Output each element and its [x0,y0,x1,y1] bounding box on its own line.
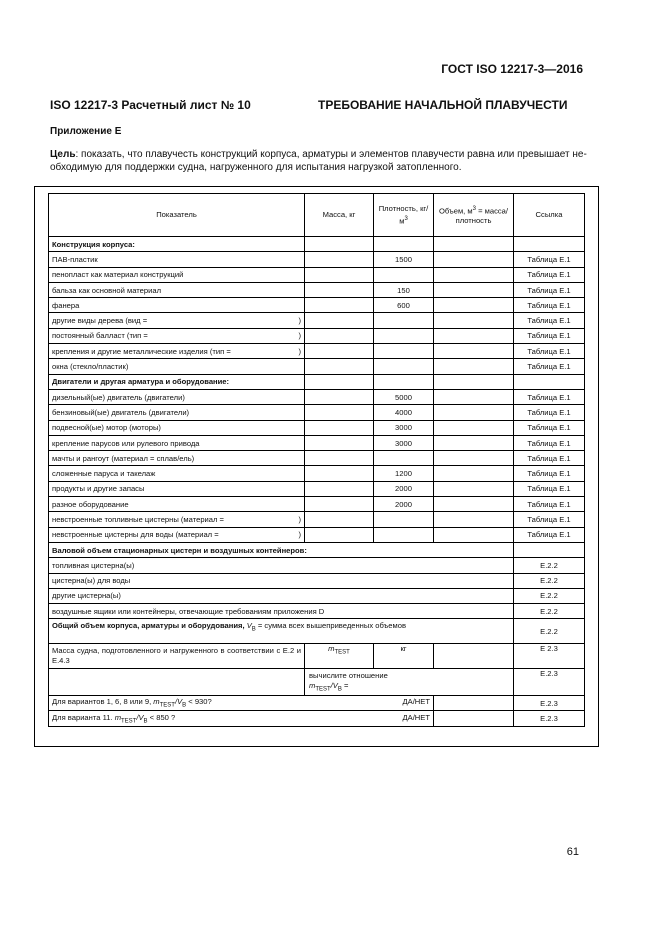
col-volume: Объем, $м^3$ = масса/плотность [434,194,514,237]
row-label: другие виды дерева (вид = ) [49,313,305,328]
row-density [374,451,434,466]
goal-paragraph [50,148,590,174]
row-density: 2000 [374,497,434,512]
ratio-ref: Е.2.3 [514,669,585,696]
check1-answer: ДА/НЕТ [402,697,430,707]
row-density [374,313,434,328]
table-row [49,313,585,328]
row-label: разное оборудование [49,497,305,512]
row-ref: Таблица Е.1 [514,451,585,466]
row-density [374,267,434,282]
row-label: продукты и другие запасы [49,481,305,496]
table-row [49,527,585,542]
row-label: окна (стекло/пластик) [49,359,305,374]
section-equipment-row [49,374,585,389]
row-density: 3000 [374,420,434,435]
row-density: 150 [374,282,434,297]
page-title: ТРЕБОВАНИЕ НАЧАЛЬНОЙ ПЛАВУЧЕСТИ [318,98,568,112]
col-indicator: Показатель [49,194,305,237]
row-ref: Таблица Е.1 [514,252,585,267]
row-density [374,527,434,542]
section-hull-label: Конструкция корпуса: [49,237,305,252]
row-ref: Е.2.2 [514,604,585,619]
row-ref: Таблица Е.1 [514,435,585,450]
row-density [374,328,434,343]
row-density: 4000 [374,405,434,420]
row-ref: Таблица Е.1 [514,481,585,496]
row-density: 5000 [374,389,434,404]
ratio-row [49,669,585,696]
col-density: Плотность, $кг/м^3$ [374,194,434,237]
table-row [49,344,585,359]
goal-line1: : показать, что плавучесть конструкций корпуса, арматуры и элементов плавучести равна или превышает не- [75,149,587,160]
row-ref: Таблица Е.1 [514,313,585,328]
ratio-label: вычислите отношение $m_{TEST}/V_B$ = [305,669,514,696]
row-label: другие цистерна(ы) [49,588,514,603]
row-ref: Таблица Е.1 [514,389,585,404]
total-volume-ref: Е.2.2 [514,619,585,644]
goal-label: Цель [50,149,76,160]
row-ref: Е.2.2 [514,558,585,573]
check2-label: Для варианта 11. $m_{TEST}/V_B < 850$ ? ДА/НЕТ [49,711,434,726]
row-label: подвесной(ые) мотор (моторы) [49,420,305,435]
section-tanks-label: Валовой объем стационарных цистерн и воздушных контейнеров: [49,542,514,557]
col-ref: Ссылка [514,194,585,237]
mass-row [49,644,585,669]
mass-unit: кг [374,644,434,669]
row-label: бальза как основной материал [49,282,305,297]
sheet-title: ISO 12217-3 Расчетный лист № 10 [50,98,251,112]
table-row [49,604,585,619]
table-row [49,451,585,466]
table-row [49,573,585,588]
row-density [374,359,434,374]
row-density: 1500 [374,252,434,267]
row-label: крепление парусов или рулевого привода [49,435,305,450]
row-ref: Таблица Е.1 [514,466,585,481]
check1-label: Для вариантов 1, 6, 8 или 9, $m_{TEST}/V_B < 930$? ДА/НЕТ [49,695,434,710]
row-label: постоянный балласт (тип = ) [49,328,305,343]
row-ref: Таблица Е.1 [514,344,585,359]
mass-symbol: $m_{TEST}$ [305,644,374,669]
table-row [49,558,585,573]
standard-number: ГОСТ ISO 12217-3—2016 [441,62,583,76]
table-row [49,466,585,481]
row-ref: Таблица Е.1 [514,512,585,527]
col-mass: Масса, кг [305,194,374,237]
row-label: невстроенные топливные цистерны (материал = ) [49,512,305,527]
mass-label: Масса судна, подготовленного и нагруженного в соответствии с Е.2 и Е.4.3 [49,644,305,669]
section-tanks-row [49,542,585,557]
table-row [49,252,585,267]
table-row [49,420,585,435]
table-row [49,481,585,496]
mass-ref: Е 2.3 [514,644,585,669]
row-label: сложенные паруса и такелаж [49,466,305,481]
check-row-1 [49,695,585,710]
row-density: 2000 [374,481,434,496]
row-ref: Таблица Е.1 [514,527,585,542]
row-ref: Е.2.2 [514,588,585,603]
check2-answer: ДА/НЕТ [402,712,430,722]
row-label: крепления и другие металлические изделия (тип = ) [49,344,305,359]
row-ref: Таблица Е.1 [514,328,585,343]
row-density: 1200 [374,466,434,481]
table-row [49,405,585,420]
check2-ref: Е.2.3 [514,711,585,726]
table-row [49,328,585,343]
row-label: мачты и рангоут (материал = сплав/ель) [49,451,305,466]
row-ref: Таблица Е.1 [514,298,585,313]
table-row [49,497,585,512]
row-density: 3000 [374,435,434,450]
table-row [49,267,585,282]
goal-line2: обходимую для поддержки судна, нагруженного для испытания нагрузкой затопленного. [50,162,462,173]
row-ref: Таблица Е.1 [514,497,585,512]
row-label: воздушные ящики или контейнеры, отвечающие требованиям приложения D [49,604,514,619]
row-ref: Таблица Е.1 [514,420,585,435]
row-ref: Таблица Е.1 [514,405,585,420]
check-row-2 [49,711,585,726]
row-label: ПАВ-пластик [49,252,305,267]
table-row [49,359,585,374]
row-label: цистерна(ы) для воды [49,573,514,588]
row-ref: Таблица Е.1 [514,282,585,297]
table-row [49,512,585,527]
row-label: топливная цистерна(ы) [49,558,514,573]
annex-label: Приложение Е [50,126,122,137]
table-header-row [49,194,585,237]
row-ref: Е.2.2 [514,573,585,588]
total-volume-row [49,619,585,644]
total-volume-label: Общий объем корпуса, арматуры и оборудования, $V_B$ = сумма всех вышеприведенных объемов [49,619,514,644]
table-row [49,282,585,297]
row-label: невстроенные цистерны для воды (материал = ) [49,527,305,542]
page-number: 61 [566,846,579,858]
row-label: дизельный(ые) двигатель (двигатели) [49,389,305,404]
section-equipment-label: Двигатели и другая арматура и оборудование: [49,374,305,389]
check1-ref: Е.2.3 [514,695,585,710]
table-row [49,435,585,450]
row-ref: Таблица Е.1 [514,359,585,374]
table-row [49,389,585,404]
table-row [49,588,585,603]
row-density [374,344,434,359]
row-ref: Таблица Е.1 [514,267,585,282]
table-row [49,298,585,313]
row-density [374,512,434,527]
row-density: 600 [374,298,434,313]
row-label: пенопласт как материал конструкций [49,267,305,282]
section-hull-row [49,237,585,252]
row-label: бензиновый(ые) двигатель (двигатели) [49,405,305,420]
calculation-table [48,193,585,727]
row-label: фанера [49,298,305,313]
